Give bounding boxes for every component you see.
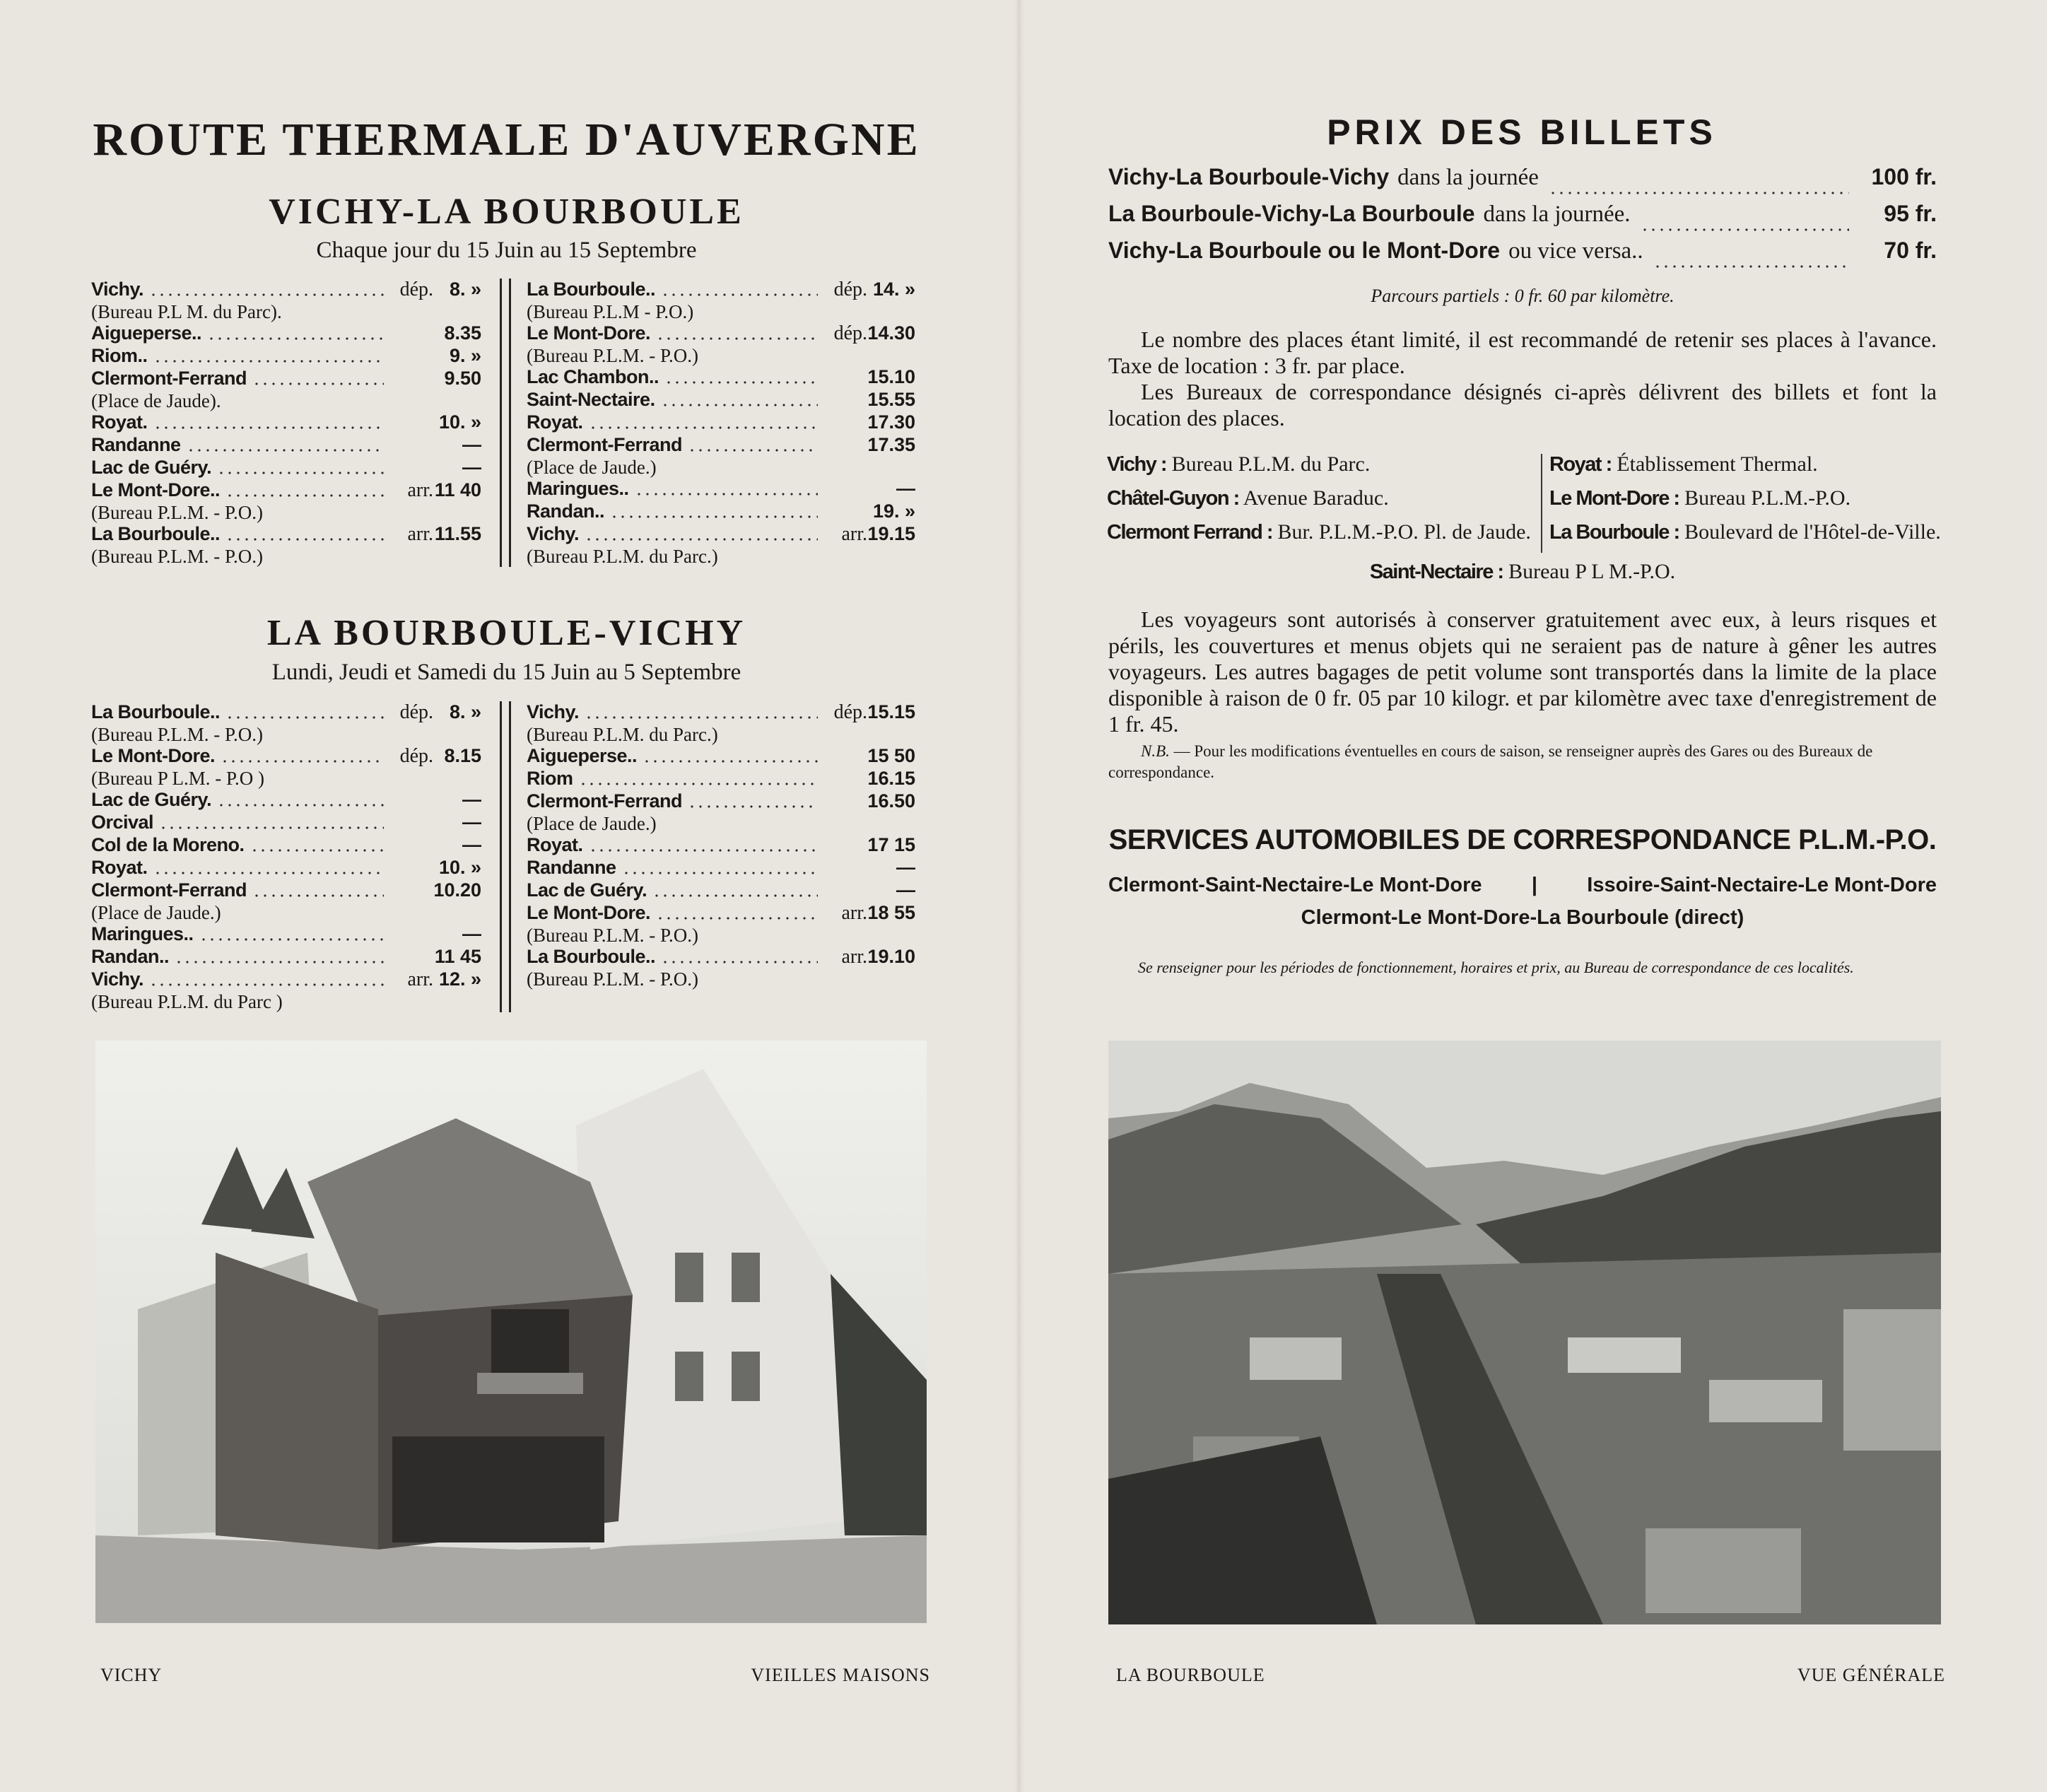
- price-route: La Bourboule-Vichy-La Bourboule: [1108, 201, 1475, 226]
- price-route: Vichy-La Bourboule-Vichy: [1108, 164, 1390, 189]
- dot-leader: [252, 382, 384, 386]
- timetable-la-bourboule-vichy: [91, 701, 925, 1012]
- time-value: 9.50: [444, 368, 481, 389]
- station-name: La Bourboule..: [91, 523, 220, 544]
- price-list: [1108, 164, 1937, 274]
- station-name: Royat.: [527, 834, 583, 855]
- section-heading-la-bourboule-vichy: LA BOURBOULE-VICHY: [266, 613, 746, 653]
- station-note: (Bureau P.L.M. du Parc.): [527, 546, 718, 567]
- station-name: Royat.: [527, 411, 583, 433]
- dot-leader: [225, 715, 384, 720]
- table-row: [527, 902, 915, 925]
- time-value: 8. »: [449, 701, 481, 722]
- bureau-entry: [1549, 520, 1945, 554]
- price-row: [1108, 238, 1937, 274]
- time-value: —: [462, 789, 481, 810]
- table-row: [91, 946, 481, 968]
- bureau-town: La Bourboule :: [1549, 521, 1679, 544]
- nb-label: N.B.: [1141, 742, 1170, 760]
- bureau-town: Le Mont-Dore :: [1549, 487, 1679, 510]
- price-route: Vichy-La Bourboule ou le Mont-Dore: [1108, 238, 1501, 263]
- time-value: 18 55: [867, 902, 915, 923]
- station-note: (Bureau P.L M. du Parc).: [91, 301, 282, 322]
- table-row: [527, 745, 915, 768]
- dot-leader: [610, 515, 818, 519]
- station-note: (Bureau P.L.M. - P.O.): [527, 968, 698, 990]
- station-name: Le Mont-Dore.: [91, 745, 215, 766]
- nb-note: [1108, 741, 1937, 783]
- dot-leader: [1549, 191, 1849, 195]
- station-name: Saint-Nectaire.: [527, 389, 655, 410]
- bureau-address: Bur. P.L.M.-P.O. Pl. de Jaude.: [1277, 520, 1531, 544]
- dot-leader: [252, 894, 384, 898]
- departure-arrival-label: dép.: [833, 322, 867, 344]
- table-row: [91, 745, 481, 768]
- table-row: [91, 968, 481, 991]
- table-row: [527, 946, 915, 968]
- section-subtitle: Lundi, Jeudi et Samedi du 15 Juin au 5 Septembre: [271, 660, 741, 685]
- bureau-entry: [1107, 486, 1531, 520]
- departure-arrival-label: arr.: [407, 523, 433, 545]
- section-heading-vichy-la-bourboule: VICHY-LA BOURBOULE: [269, 192, 744, 232]
- price-row: [1108, 164, 1937, 201]
- dot-leader: [217, 803, 384, 807]
- time-value: 15 50: [867, 745, 915, 766]
- table-row: [527, 879, 915, 902]
- bureaus-divider: [1541, 454, 1542, 553]
- station-name: Lac de Guéry.: [91, 789, 212, 810]
- departure-arrival-label: dép.: [399, 279, 433, 300]
- station-name: Randan..: [527, 500, 605, 522]
- time-value: —: [462, 812, 481, 833]
- station-name: Aigueperse..: [91, 322, 202, 344]
- table-row: [91, 434, 481, 457]
- dot-leader: [589, 848, 818, 853]
- dot-leader: [661, 960, 818, 964]
- departure-arrival-label: arr.: [841, 902, 867, 924]
- departure-arrival-label: arr.: [407, 968, 433, 990]
- table-row: [527, 366, 915, 389]
- timetable-column: [527, 701, 915, 1012]
- dot-leader: [153, 426, 384, 430]
- dot-leader: [250, 848, 384, 853]
- station-name: Le Mont-Dore..: [91, 479, 220, 500]
- dot-leader: [217, 471, 384, 475]
- dot-leader: [1641, 228, 1849, 232]
- station-note: (Bureau P.L.M. - P.O.): [91, 502, 263, 523]
- time-value: 10. »: [438, 411, 481, 433]
- bureau-town: Vichy :: [1107, 453, 1167, 476]
- bureau-address: Avenue Baraduc.: [1243, 486, 1389, 510]
- station-name: Lac Chambon..: [527, 366, 659, 387]
- time-value: 15.55: [867, 389, 915, 410]
- price-value: 70 fr.: [1884, 238, 1937, 263]
- time-value: 8. »: [449, 279, 481, 300]
- station-name: Riom: [527, 768, 573, 789]
- table-row: [91, 411, 481, 434]
- time-value: 14. »: [872, 279, 915, 300]
- departure-arrival-label: dép.: [833, 279, 867, 300]
- station-name: Royat.: [91, 411, 148, 433]
- station-name: La Bourboule..: [527, 946, 655, 967]
- station-name: Vichy.: [527, 701, 580, 722]
- time-value: 10.20: [433, 879, 481, 901]
- station-note: (Bureau P.L.M. - P.O.): [527, 345, 698, 366]
- station-name: Orcival: [91, 812, 154, 833]
- table-row: [527, 478, 915, 500]
- dot-leader: [579, 782, 819, 786]
- caption-vichy: VICHY: [100, 1665, 163, 1685]
- price-detail: dans la journée: [1397, 165, 1539, 190]
- time-value: 14.30: [867, 322, 915, 344]
- dot-leader: [159, 826, 384, 830]
- table-row: [527, 790, 915, 813]
- table-row: [91, 479, 481, 502]
- departure-arrival-label: dép.: [399, 745, 433, 767]
- price-row: [1108, 201, 1937, 238]
- dot-leader: [661, 293, 818, 297]
- service-routes-line: [1108, 874, 1937, 897]
- dot-leader: [225, 493, 384, 498]
- table-row: [91, 457, 481, 479]
- services-title: SERVICES AUTOMOBILES DE CORRESPONDANCE P.L.M.-P.O.: [1108, 824, 1937, 855]
- time-value: 11.55: [434, 523, 481, 544]
- prices-title: PRIX DES BILLETS: [1327, 112, 1717, 152]
- station-note: (Bureau P.L.M. du Parc ): [91, 991, 283, 1012]
- timetable-column: [527, 279, 915, 567]
- timetable-vichy-la-bourboule: [91, 279, 925, 567]
- caption-vieilles-maisons: VIEILLES MAISONS: [751, 1665, 930, 1685]
- station-name: Clermont-Ferrand: [527, 434, 683, 455]
- caption-vue-generale: VUE GÉNÉRALE: [1797, 1665, 1945, 1685]
- dot-leader: [221, 759, 384, 763]
- caption-la-bourboule: LA BOURBOULE: [1116, 1665, 1265, 1685]
- station-note: (Bureau P L.M. - P.O ): [91, 768, 264, 789]
- table-row: [91, 322, 481, 345]
- dot-leader: [585, 537, 818, 541]
- table-row: [91, 523, 481, 546]
- bureau-saint-nectaire: [1108, 560, 1937, 594]
- bureau-town: Clermont Ferrand :: [1107, 521, 1273, 544]
- time-value: —: [462, 434, 481, 455]
- column-divider: [500, 701, 511, 1012]
- service-route: Clermont-Saint-Nectaire-Le Mont-Dore: [1108, 874, 1482, 896]
- dot-leader: [187, 448, 384, 452]
- station-name: Lac de Guéry.: [527, 879, 647, 901]
- station-name: Vichy.: [91, 279, 144, 300]
- dot-leader: [688, 804, 818, 809]
- dot-leader: [153, 871, 384, 875]
- bureau-address: Établissement Thermal.: [1617, 452, 1818, 476]
- time-value: 11 45: [434, 946, 481, 967]
- station-note: (Bureau P.L.M - P.O.): [527, 301, 694, 322]
- station-name: Randan..: [91, 946, 170, 967]
- station-note: (Bureau P.L.M. - P.O.): [91, 724, 263, 745]
- time-value: —: [896, 478, 915, 499]
- timetable-column: [91, 701, 481, 1012]
- photo-vichy-old-houses: [95, 1041, 927, 1623]
- service-route-direct: Clermont-Le Mont-Dore-La Bourboule (direct): [1301, 906, 1744, 929]
- bureau-entry: [1107, 452, 1531, 486]
- reservation-paragraph: Le nombre des places étant limité, il est recommandé de retenir ses places à l'avance. Taxe de location : 3 fr. par place.: [1108, 327, 1937, 378]
- column-divider: [500, 279, 511, 567]
- bureau-address: Bureau P.L.M.-P.O.: [1684, 486, 1851, 510]
- station-name: Col de la Moreno.: [91, 834, 245, 855]
- dot-leader: [635, 492, 818, 496]
- table-row: [91, 345, 481, 368]
- dot-leader: [622, 871, 818, 875]
- station-note: (Place de Jaude.): [91, 902, 221, 923]
- dot-leader: [207, 336, 384, 341]
- table-row: [527, 434, 915, 457]
- time-value: 8.15: [444, 745, 481, 766]
- page-fold: [1015, 0, 1025, 1792]
- bureau-address: Bureau P L M.-P.O.: [1508, 560, 1676, 583]
- table-row: [527, 411, 915, 434]
- time-value: 19.15: [867, 523, 915, 544]
- bureau-town: Royat :: [1549, 453, 1612, 476]
- station-name: Randanne: [91, 434, 181, 455]
- time-value: 9. »: [449, 345, 481, 366]
- time-value: 17.35: [867, 434, 915, 455]
- table-row: [91, 701, 481, 724]
- station-name: Aigueperse..: [527, 745, 638, 766]
- station-name: Royat.: [91, 857, 148, 878]
- departure-arrival-label: dép.: [399, 701, 433, 723]
- bureau-entry: [1549, 452, 1945, 486]
- time-value: 17 15: [867, 834, 915, 855]
- time-value: —: [462, 457, 481, 478]
- dot-leader: [149, 293, 384, 297]
- services-note: Se renseigner pour les périodes de fonctionnement, horaires et prix, au Bureau de correspondance de ces localités.: [1138, 959, 1854, 976]
- time-value: 19.10: [867, 946, 915, 967]
- table-row: [527, 322, 915, 345]
- time-value: —: [462, 834, 481, 855]
- time-value: —: [896, 879, 915, 901]
- dot-leader: [175, 960, 384, 964]
- dot-leader: [149, 983, 384, 987]
- station-name: Clermont-Ferrand: [91, 879, 247, 901]
- dot-leader: [585, 715, 818, 720]
- station-name: Clermont-Ferrand: [91, 368, 247, 389]
- station-name: La Bourboule..: [91, 701, 220, 722]
- station-name: Maringues..: [527, 478, 629, 499]
- table-row: [527, 523, 915, 546]
- table-row: [527, 701, 915, 724]
- price-detail: ou vice versa..: [1508, 238, 1643, 264]
- table-row: [91, 923, 481, 946]
- time-value: —: [462, 923, 481, 944]
- service-route: Issoire-Saint-Nectaire-Le Mont-Dore: [1587, 874, 1937, 896]
- time-value: 11 40: [434, 479, 481, 500]
- time-value: 19. »: [872, 500, 915, 522]
- price-value: 95 fr.: [1884, 201, 1937, 226]
- station-name: Le Mont-Dore.: [527, 902, 650, 923]
- bureau-town: Saint-Nectaire :: [1369, 561, 1503, 583]
- time-value: 17.30: [867, 411, 915, 433]
- table-row: [527, 279, 915, 301]
- table-row: [91, 834, 481, 857]
- bureaus-right-column: [1549, 452, 1945, 554]
- dot-leader: [661, 403, 818, 407]
- dot-leader: [643, 759, 818, 763]
- departure-arrival-label: arr.: [841, 946, 867, 968]
- table-row: [527, 768, 915, 790]
- dot-leader: [688, 448, 818, 452]
- time-value: —: [896, 857, 915, 878]
- table-row: [91, 279, 481, 301]
- station-name: Lac de Guéry.: [91, 457, 212, 478]
- station-note: (Place de Jaude).: [91, 390, 221, 411]
- dot-leader: [656, 336, 818, 341]
- time-value: 10. »: [438, 857, 481, 878]
- table-row: [527, 834, 915, 857]
- dot-leader: [153, 359, 384, 363]
- table-row: [527, 500, 915, 523]
- bureaus-paragraph: Les Bureaux de correspondance désignés ci-après délivrent des billets et font la location des places.: [1108, 379, 1937, 431]
- dot-leader: [664, 380, 818, 385]
- station-note: (Bureau P.L.M. du Parc.): [527, 724, 718, 745]
- table-row: [527, 389, 915, 411]
- bureau-entry: [1107, 520, 1531, 554]
- table-row: [91, 368, 481, 390]
- bureau-address: Bureau P.L.M. du Parc.: [1171, 452, 1371, 476]
- station-name: Randanne: [527, 857, 616, 878]
- dot-leader: [656, 916, 818, 920]
- time-value: 15.15: [867, 701, 915, 722]
- nb-text: — Pour les modifications éventuelles en cours de saison, se renseigner auprès des Gares ou des Bureaux de correspondance.: [1108, 742, 1873, 781]
- time-value: 15.10: [867, 366, 915, 387]
- departure-arrival-label: dép.: [833, 701, 867, 723]
- bureaus-left-column: [1107, 452, 1531, 554]
- station-name: Riom..: [91, 345, 148, 366]
- time-value: 12. »: [438, 968, 481, 990]
- station-name: Vichy.: [527, 523, 580, 544]
- departure-arrival-label: arr.: [407, 479, 433, 501]
- dot-leader: [1653, 264, 1849, 269]
- dot-leader: [589, 426, 818, 430]
- section-subtitle: Chaque jour du 15 Juin au 15 Septembre: [316, 238, 697, 263]
- price-value: 100 fr.: [1871, 164, 1937, 189]
- timetable-column: [91, 279, 481, 567]
- dot-leader: [199, 937, 384, 942]
- station-name: Le Mont-Dore.: [527, 322, 650, 344]
- partial-fare-note: Parcours partiels : 0 fr. 60 par kilomètre.: [1371, 286, 1674, 306]
- bureau-town: Châtel-Guyon :: [1107, 487, 1239, 510]
- luggage-paragraph: Les voyageurs sont autorisés à conserver gratuitement avec eux, à leurs risques et périls, les couvertures et menus objets qui ne seraient pas de nature à gêner les autres voyageurs. Les autres bagages de petit volume sont transportés dans la limite de la place disponible à raison de 0 fr. 05 par 10 kilogr. et par kilomètre avec taxe d'enregistrement de 1 fr. 45.: [1108, 607, 1937, 737]
- time-value: 16.15: [867, 768, 915, 789]
- price-detail: dans la journée.: [1483, 201, 1631, 227]
- page-title: ROUTE THERMALE D'AUVERGNE: [93, 114, 920, 165]
- time-value: 16.50: [867, 790, 915, 812]
- dot-leader: [225, 537, 384, 541]
- dot-leader: [652, 894, 818, 898]
- station-note: (Place de Jaude.): [527, 813, 657, 834]
- table-row: [91, 879, 481, 902]
- station-name: Maringues..: [91, 923, 194, 944]
- time-value: 8.35: [444, 322, 481, 344]
- table-row: [527, 857, 915, 879]
- table-row: [91, 812, 481, 834]
- station-note: (Place de Jaude.): [527, 457, 657, 478]
- station-name: La Bourboule..: [527, 279, 655, 300]
- photo-la-bourboule-panorama: [1108, 1041, 1941, 1624]
- departure-arrival-label: arr.: [841, 523, 867, 545]
- table-row: [91, 789, 481, 812]
- service-separator: |: [1531, 874, 1537, 896]
- table-row: [91, 857, 481, 879]
- station-name: Clermont-Ferrand: [527, 790, 683, 812]
- bureau-entry: [1549, 486, 1945, 520]
- station-note: (Bureau P.L.M. - P.O.): [91, 546, 263, 567]
- station-name: Vichy.: [91, 968, 144, 990]
- bureau-address: Boulevard de l'Hôtel-de-Ville.: [1684, 520, 1941, 544]
- station-note: (Bureau P.L.M. - P.O.): [527, 925, 698, 946]
